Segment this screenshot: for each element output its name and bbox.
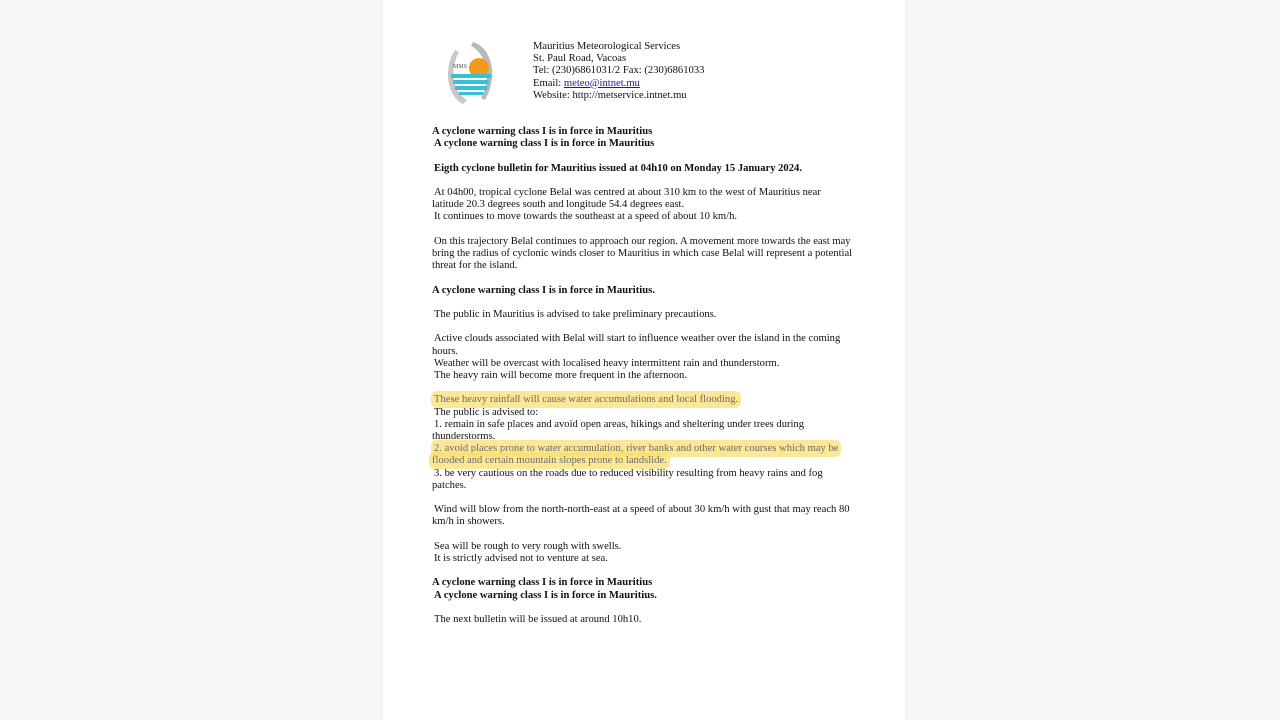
rain-line: The heavy rain will become more frequent in the afternoon.	[434, 369, 687, 381]
email-link[interactable]: meteo@intnet.mu	[563, 77, 640, 89]
flooding-highlight: These heavy rainfall will cause water accumulations and local flooding.	[434, 394, 739, 406]
advice-1-line-1: 1. remain in safe places and avoid open areas, hikings and sheltering under trees during	[434, 418, 805, 430]
org-phone: Tel: (230)6861031/2 Fax: (230)6861033	[533, 65, 705, 77]
bulletin-title: Eigth cyclone bulletin for Mauritius issued at 04h10 on Monday 15 January 2024.	[434, 162, 802, 174]
logo-text: MMS	[453, 64, 468, 70]
advice-3-line-2: patches.	[432, 479, 467, 491]
advice-2-line-1	[432, 443, 857, 455]
trajectory-line-2: bring the radius of cyclonic winds closer to Mauritius in which case Belal will represent a potential	[432, 247, 853, 259]
trajectory-line-3: threat for the island.	[432, 260, 518, 272]
warning-line-4: A cyclone warning class I is in force in Mauritius	[432, 577, 653, 589]
advice-1-line-2: thunderstorms.	[432, 430, 496, 442]
bulletin-body	[432, 126, 857, 626]
advice-2-highlight-2: flooded and certain mountain slopes prone to landslide.	[432, 455, 667, 467]
clouds-line-2: hours.	[432, 345, 459, 357]
email-label: Email:	[533, 77, 564, 89]
wind-line-2: km/h in showers.	[432, 516, 505, 528]
mms-logo	[443, 38, 499, 110]
org-name: Mauritius Meteorological Services	[533, 41, 681, 52]
sea-line-1: Sea will be rough to very rough with swells.	[434, 540, 622, 552]
weather-line: Weather will be overcast with localised heavy intermittent rain and thunderstorm.	[434, 357, 780, 369]
letterhead	[533, 41, 704, 102]
warning-line-1: A cyclone warning class I is in force in Mauritius	[432, 126, 653, 137]
flooding-line	[432, 394, 857, 406]
advice-2-highlight-1: 2. avoid places prone to water accumulation, river banks and other water courses which may be	[434, 443, 839, 455]
clouds-line-1: Active clouds associated with Belal will start to influence weather over the island in the coming	[434, 333, 841, 345]
advice-2-line-2	[432, 455, 857, 467]
next-bulletin-line: The next bulletin will be issued at around 10h10.	[434, 613, 642, 625]
position-line-3: It continues to move towards the southeast at a speed of about 10 km/h.	[434, 211, 738, 223]
advice-3-line-1: 3. be very cautious on the roads due to reduced visibility resulting from heavy rains and fog	[434, 467, 823, 479]
position-line-1: At 04h00, tropical cyclone Belal was centred at about 310 km to the west of Mauritius near	[434, 186, 821, 198]
sea-line-2: It is strictly advised not to venture at sea.	[434, 552, 608, 564]
warning-line-3: A cyclone warning class I is in force in Mauritius.	[432, 284, 655, 296]
position-line-2: latitude 20.3 degrees south and longitude 54.4 degrees east.	[432, 199, 685, 211]
precautions-line: The public in Mauritius is advised to take preliminary precautions.	[434, 308, 717, 320]
org-address: St. Paul Road, Vacoas	[533, 53, 627, 65]
warning-line-5: A cyclone warning class I is in force in Mauritius.	[434, 589, 657, 601]
warning-line-2: A cyclone warning class I is in force in Mauritius	[434, 138, 655, 150]
trajectory-line-1: On this trajectory Belal continues to approach our region. A movement more towards the east may	[434, 235, 851, 247]
wind-line-1: Wind will blow from the north-north-east at a speed of about 30 km/h with gust that may reach 80	[434, 504, 850, 516]
advised-line: The public is advised to:	[434, 406, 539, 418]
org-website: Website: http://metservice.intnet.mu	[533, 89, 687, 101]
org-email-line	[533, 78, 704, 90]
